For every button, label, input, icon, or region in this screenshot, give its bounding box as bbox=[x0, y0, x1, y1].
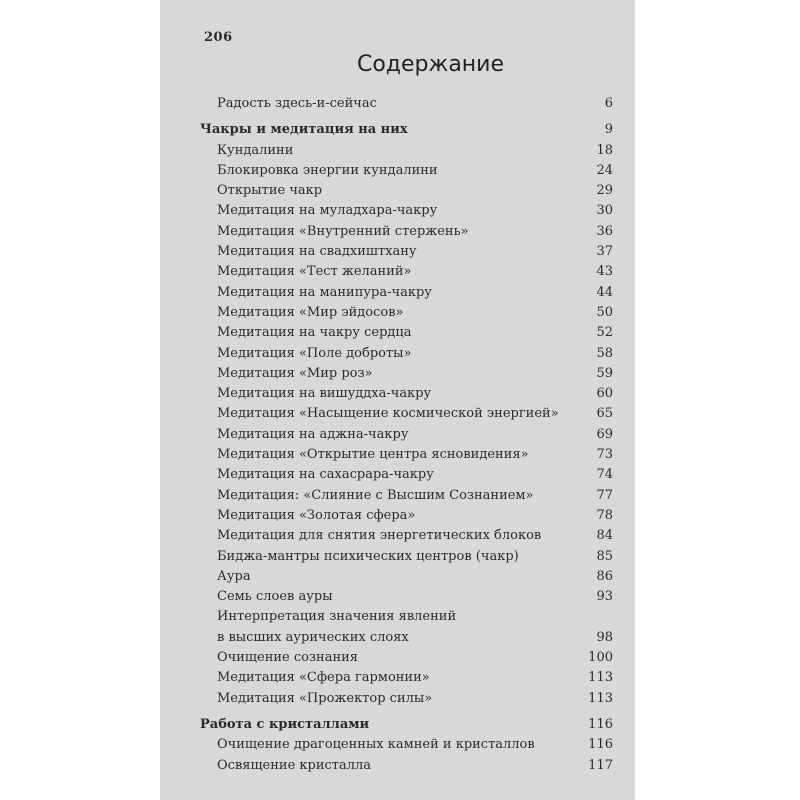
toc-entry-row bbox=[200, 547, 613, 567]
toc-page-number: 52 bbox=[596, 325, 613, 341]
toc-entry-row bbox=[200, 161, 613, 181]
toc-entry-row bbox=[200, 689, 613, 709]
toc-entry-row bbox=[200, 567, 613, 587]
toc-entry-title: Медитация «Прожектор силы» bbox=[217, 690, 433, 706]
toc-entry-row bbox=[200, 404, 613, 424]
toc-entry-title: Освящение кристалла bbox=[217, 757, 371, 773]
toc-entry-title: Медитация на аджна-чакру bbox=[217, 426, 409, 442]
toc-page-number: 73 bbox=[596, 447, 613, 463]
toc-page-number: 86 bbox=[596, 568, 613, 584]
toc-page-number: 78 bbox=[596, 507, 613, 523]
toc-section-row bbox=[200, 715, 613, 735]
toc-page-number: 60 bbox=[596, 386, 613, 402]
toc-entry-title: Медитация: «Слияние с Высшим Сознанием» bbox=[217, 487, 534, 503]
toc-entry-title: Открытие чакр bbox=[217, 183, 323, 199]
toc-entry-row bbox=[200, 303, 613, 323]
toc-page-number: 30 bbox=[596, 203, 613, 219]
toc-entry-row bbox=[200, 94, 613, 114]
toc-section-title: Чакры и медитация на них bbox=[200, 122, 408, 138]
table-of-contents bbox=[200, 94, 613, 776]
toc-entry-title: Медитация для снятия энергетических блоков bbox=[217, 528, 542, 544]
toc-page-number: 98 bbox=[596, 629, 613, 645]
toc-entry-row bbox=[200, 262, 613, 282]
toc-entry-row bbox=[200, 242, 613, 262]
toc-entry-row bbox=[200, 344, 613, 364]
toc-entry-title: Медитация на сахасрара-чакру bbox=[217, 467, 434, 483]
toc-page-number: 65 bbox=[596, 406, 613, 422]
toc-entry-row bbox=[200, 323, 613, 343]
toc-page-number: 116 bbox=[588, 737, 613, 753]
toc-entry-row bbox=[200, 201, 613, 221]
toc-entry-title: Медитация «Открытие центра ясновидения» bbox=[217, 447, 529, 463]
toc-entry-title: Биджа-мантры психических центров (чакр) bbox=[217, 548, 519, 564]
toc-entry-title: Медитация на муладхара-чакру bbox=[217, 203, 438, 219]
toc-entry-title: Медитация «Мир роз» bbox=[217, 365, 373, 381]
toc-entry-row bbox=[200, 628, 613, 648]
toc-page-number: 84 bbox=[596, 528, 613, 544]
toc-page-number: 85 bbox=[596, 548, 613, 564]
toc-section-row bbox=[200, 120, 613, 140]
toc-entry-row bbox=[200, 648, 613, 668]
toc-entry-row bbox=[200, 222, 613, 242]
toc-page-number: 113 bbox=[588, 670, 613, 686]
toc-entry-title: Медитация на манипура-чакру bbox=[217, 284, 432, 300]
toc-entry-row bbox=[200, 526, 613, 546]
toc-page-number: 59 bbox=[596, 365, 613, 381]
toc-entry-row bbox=[200, 445, 613, 465]
toc-entry-title: Медитация «Насыщение космической энергией» bbox=[217, 406, 559, 422]
toc-page-number: 37 bbox=[596, 244, 613, 260]
toc-entry-row bbox=[200, 384, 613, 404]
toc-page-number: 93 bbox=[596, 589, 613, 605]
toc-entry-title: Медитация «Внутренний стержень» bbox=[217, 223, 469, 239]
toc-entry-title: Кундалини bbox=[217, 142, 294, 158]
toc-entry-title: Блокировка энергии кундалини bbox=[217, 162, 438, 178]
book-page bbox=[160, 0, 635, 800]
toc-entry-title: Медитация «Мир эйдосов» bbox=[217, 304, 404, 320]
toc-entry-row bbox=[200, 364, 613, 384]
toc-page-number: 9 bbox=[604, 122, 613, 138]
toc-entry-row bbox=[200, 735, 613, 755]
toc-entry-title: Аура bbox=[217, 568, 251, 584]
toc-page-number: 117 bbox=[588, 757, 613, 773]
toc-entry-title: Радость здесь-и-сейчас bbox=[217, 96, 377, 111]
toc-page-number: 24 bbox=[596, 162, 613, 178]
toc-page-number: 43 bbox=[596, 264, 613, 280]
toc-entry-title: Интерпретация значения явлений bbox=[217, 609, 457, 625]
toc-entry-title: Медитация на вишуддха-чакру bbox=[217, 386, 432, 402]
toc-page-number: 44 bbox=[596, 284, 613, 300]
toc-page-number: 36 bbox=[596, 223, 613, 239]
toc-page-number: 58 bbox=[596, 345, 613, 361]
toc-entry-row bbox=[200, 756, 613, 776]
toc-entry-title: Медитация на чакру сердца bbox=[217, 325, 412, 341]
page-number: 206 bbox=[204, 30, 233, 45]
toc-entry-title: Семь слоев ауры bbox=[217, 589, 333, 605]
toc-page-number: 50 bbox=[596, 304, 613, 320]
toc-entry-row bbox=[200, 465, 613, 485]
toc-entry-row bbox=[200, 587, 613, 607]
toc-entry-title: Медитация «Тест желаний» bbox=[217, 264, 412, 280]
toc-entry-row bbox=[200, 283, 613, 303]
toc-page-number: 113 bbox=[588, 690, 613, 706]
toc-entry-title: Очищение драгоценных камней и кристаллов bbox=[217, 737, 535, 753]
toc-page-number: 100 bbox=[588, 650, 613, 666]
toc-entry-title: Медитация «Поле доброты» bbox=[217, 345, 412, 361]
toc-entry-row bbox=[200, 181, 613, 201]
toc-page-number: 29 bbox=[596, 183, 613, 199]
toc-entry-row bbox=[200, 486, 613, 506]
toc-section-title: Работа с кристаллами bbox=[200, 716, 370, 732]
toc-page-number: 6 bbox=[604, 96, 613, 111]
toc-page-number: 116 bbox=[588, 716, 613, 732]
toc-entry-row bbox=[200, 141, 613, 161]
toc-page-number: 18 bbox=[596, 142, 613, 158]
toc-page-number: 69 bbox=[596, 426, 613, 442]
toc-page-number: 77 bbox=[596, 487, 613, 503]
page-title: Содержание bbox=[356, 52, 505, 77]
toc-entry-row bbox=[200, 607, 613, 627]
toc-entry-title: Медитация на свадхиштхану bbox=[217, 244, 417, 260]
toc-page-number: 74 bbox=[596, 467, 613, 483]
toc-entry-row bbox=[200, 668, 613, 688]
toc-entry-row bbox=[200, 425, 613, 445]
toc-entry-title: Медитация «Сфера гармонии» bbox=[217, 670, 430, 686]
toc-entry-title: Очищение сознания bbox=[217, 650, 358, 666]
toc-entry-row bbox=[200, 506, 613, 526]
toc-entry-title: Медитация «Золотая сфера» bbox=[217, 507, 416, 523]
toc-entry-title: в высших аурических слоях bbox=[217, 629, 409, 645]
